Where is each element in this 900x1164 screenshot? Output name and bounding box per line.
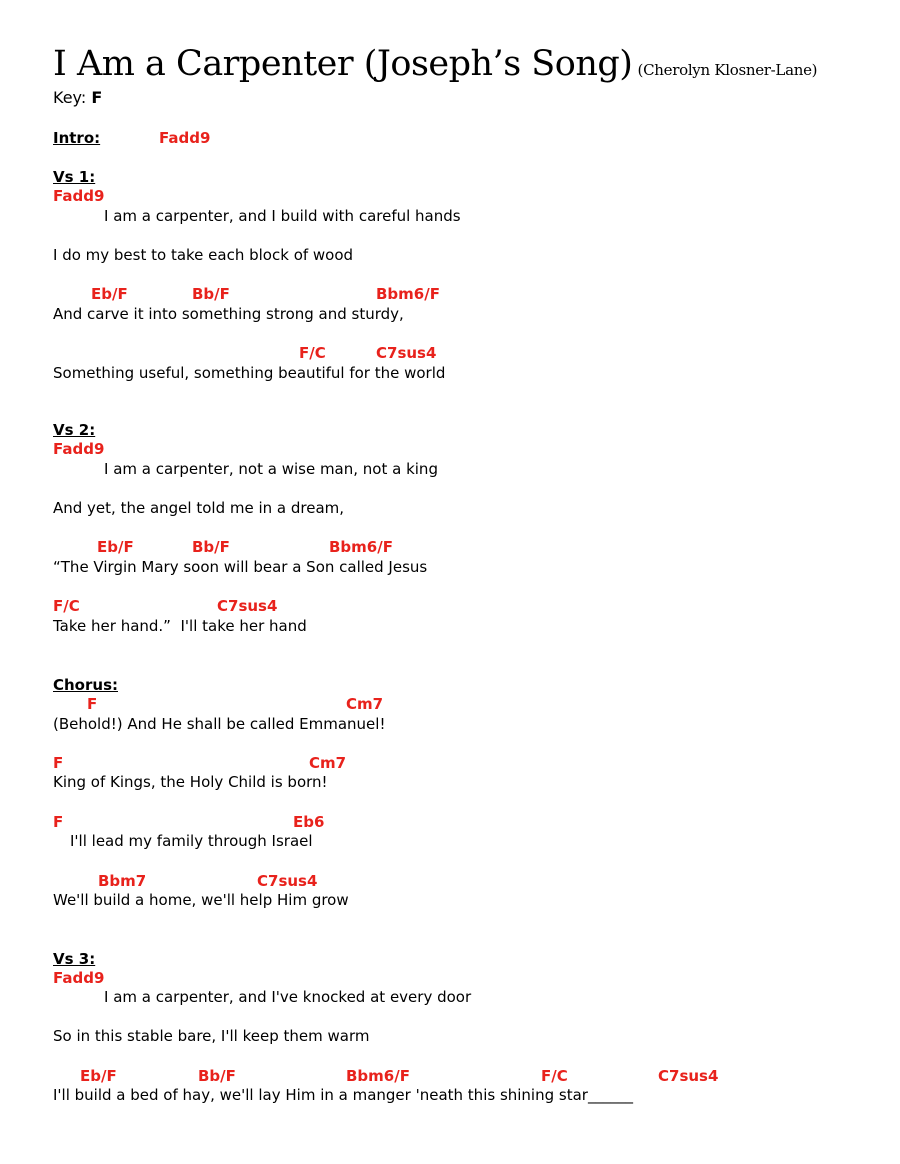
verse3-chord: Bb/F [198, 1067, 236, 1085]
chorus-lyric-1: (Behold!) And He shall be called Emmanuel! [53, 715, 386, 733]
verse2-lyric-4: Take her hand.” I'll take her hand [53, 617, 307, 635]
verse1-chord: F/C [299, 344, 326, 362]
verse2-lyric-1: I am a carpenter, not a wise man, not a king [104, 460, 438, 478]
intro-chord: Fadd9 [159, 129, 211, 147]
song-title-line [53, 44, 817, 84]
verse1-lyric-3: And carve it into something strong and sturdy, [53, 305, 404, 323]
verse1-chord: Bbm6/F [376, 285, 440, 303]
verse1-chord: C7sus4 [376, 344, 437, 362]
verse3-lyric-2: So in this stable bare, I'll keep them warm [53, 1027, 370, 1045]
chorus-chord: F [87, 695, 98, 713]
verse3-lyric-3: I'll build a bed of hay, we'll lay Him in a manger 'neath this shining star______ [53, 1086, 633, 1104]
chorus-chord: F [53, 813, 64, 831]
song-title: I Am a Carpenter (Joseph’s Song) [53, 44, 633, 84]
chorus-lyric-3: I'll lead my family through Israel [70, 832, 313, 850]
verse2-heading: Vs 2: [53, 421, 96, 439]
verse2-chord: C7sus4 [217, 597, 278, 615]
verse3-chord: Eb/F [80, 1067, 117, 1085]
verse1-lyric-2: I do my best to take each block of wood [53, 246, 354, 264]
song-key [53, 88, 102, 107]
chorus-chord: Bbm7 [98, 872, 147, 890]
chorus-chord: F [53, 754, 64, 772]
verse1-chord: Fadd9 [53, 187, 105, 205]
verse1-lyric-4: Something useful, something beautiful for the world [53, 364, 446, 382]
verse2-chord: Eb/F [97, 538, 134, 556]
verse1-heading: Vs 1: [53, 168, 96, 186]
chorus-chord: Eb6 [293, 813, 325, 831]
chorus-chord: Cm7 [309, 754, 347, 772]
verse1-lyric-1: I am a carpenter, and I build with careful hands [104, 207, 461, 225]
key-value: F [91, 88, 103, 107]
verse3-lyric-1: I am a carpenter, and I've knocked at every door [104, 988, 472, 1006]
verse3-heading: Vs 3: [53, 950, 96, 968]
verse3-chord: C7sus4 [658, 1067, 719, 1085]
key-label: Key: [53, 88, 87, 107]
verse3-chord: Bbm6/F [346, 1067, 410, 1085]
chorus-chord: C7sus4 [257, 872, 318, 890]
verse1-chord: Bb/F [192, 285, 230, 303]
chorus-heading: Chorus: [53, 676, 118, 694]
chorus-chord: Cm7 [346, 695, 384, 713]
chorus-lyric-4: We'll build a home, we'll help Him grow [53, 891, 349, 909]
verse2-chord: Fadd9 [53, 440, 105, 458]
intro-heading: Intro: [53, 129, 101, 147]
composer-credit: (Cherolyn Klosner-Lane) [637, 61, 818, 79]
chorus-lyric-2: King of Kings, the Holy Child is born! [53, 773, 328, 791]
verse2-lyric-2: And yet, the angel told me in a dream, [53, 499, 345, 517]
verse3-chord: Fadd9 [53, 969, 105, 987]
verse2-chord: Bb/F [192, 538, 230, 556]
verse3-chord: F/C [541, 1067, 568, 1085]
verse2-lyric-3: “The Virgin Mary soon will bear a Son called Jesus [53, 558, 428, 576]
verse2-chord: Bbm6/F [329, 538, 393, 556]
verse2-chord: F/C [53, 597, 80, 615]
verse1-chord: Eb/F [91, 285, 128, 303]
